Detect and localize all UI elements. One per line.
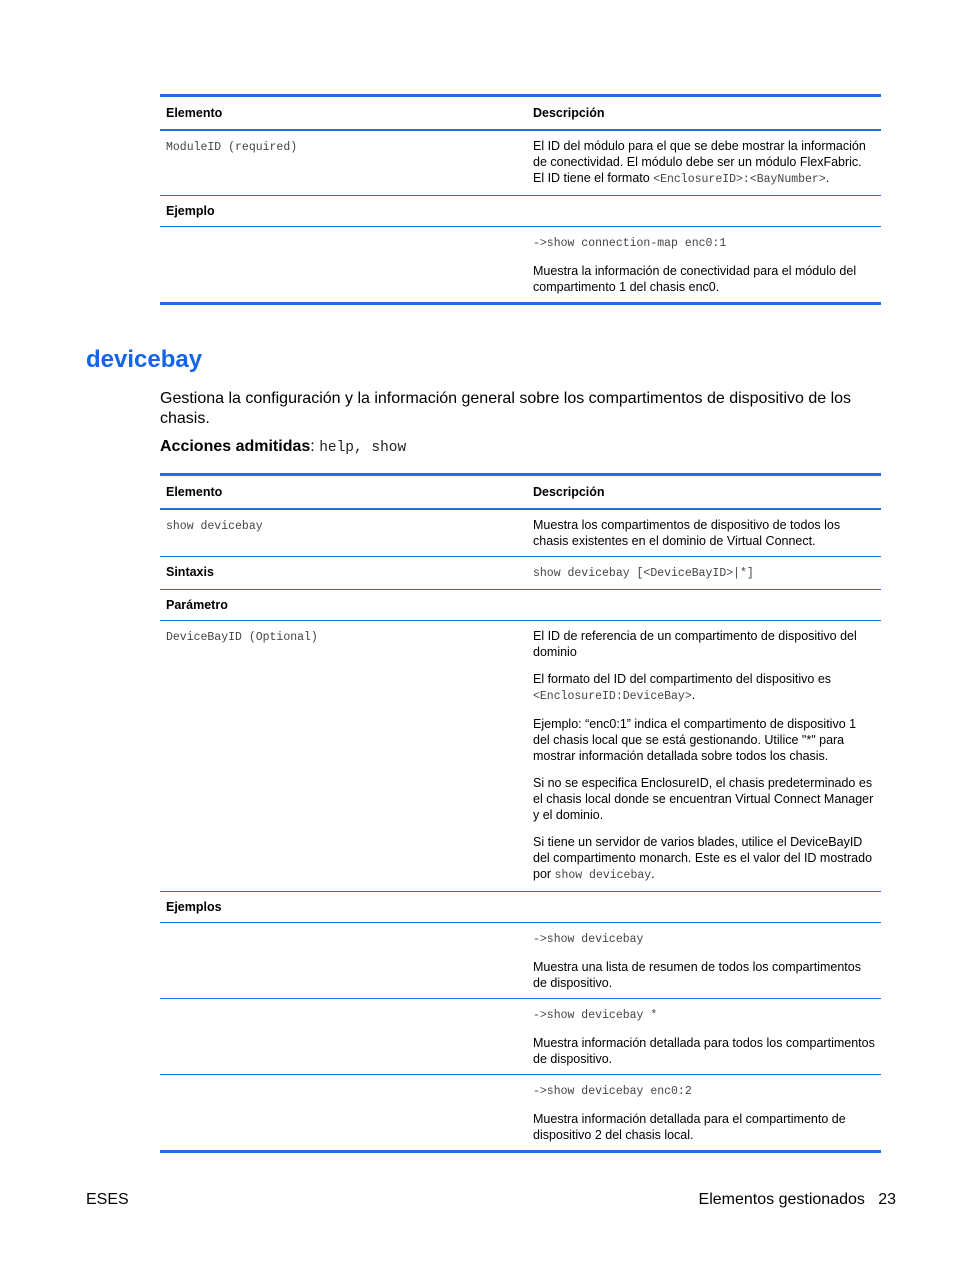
desc-end: . (825, 171, 830, 185)
example-code: ->show connection-map enc0:1 (533, 237, 727, 250)
param-format-text: El formato del ID del compartimento del dispositivo es (533, 672, 832, 686)
header-elemento: Elemento (160, 96, 521, 131)
example-label: Ejemplo (160, 196, 521, 227)
table-row (160, 509, 881, 557)
footer-right (699, 1191, 896, 1209)
actions-sep: : (310, 438, 315, 455)
footer-left: ESES (86, 1191, 129, 1208)
page-number: 23 (878, 1191, 896, 1208)
show-description: Muestra los compartimentos de dispositivo de todos los chasis existentes en el dominio de Virtual Connect. (521, 509, 881, 557)
table-row (160, 590, 881, 621)
devicebay-table (160, 473, 881, 1153)
example-code: ->show devicebay (533, 933, 644, 946)
table-header-row (160, 96, 881, 131)
header-elemento: Elemento (160, 475, 521, 510)
param-monarch-code: show devicebay (554, 869, 652, 882)
example-code: ->show devicebay enc0:2 (533, 1085, 692, 1098)
param-desc-3: Ejemplo: “enc0:1” indica el compartimento de dispositivo 1 del chasis local que se está gestionando. Utilice "*" para mostrar información detallada sobre todos los chasis. (533, 717, 857, 763)
desc-text: El ID del módulo para el que se debe mostrar la información de conectividad. El módulo debe ser un módulo FlexFabric. El ID tiene el formato (533, 139, 866, 185)
param-desc-1: El ID de referencia de un compartimento de dispositivo del dominio (533, 629, 857, 659)
header-descripcion: Descripción (521, 96, 881, 131)
syntax-label: Sintaxis (160, 557, 521, 590)
header-descripcion: Descripción (521, 475, 881, 510)
example-description: Muestra información detallada para todos los compartimentos de dispositivo. (533, 1036, 875, 1066)
parameter-label: Parámetro (160, 590, 521, 621)
example-description: Muestra información detallada para el compartimento de dispositivo 2 del chasis local. (533, 1112, 846, 1142)
table-row (160, 999, 881, 1075)
element-show-devicebay: show devicebay (166, 520, 263, 533)
actions-values: help, show (319, 440, 407, 456)
syntax-code: show devicebay [<DeviceBayID>|*] (533, 567, 754, 580)
table-row (160, 227, 881, 304)
param-format-end: . (691, 688, 696, 702)
element-devicebayid: DeviceBayID (Optional) (166, 631, 318, 644)
examples-label: Ejemplos (160, 892, 521, 923)
table-row (160, 196, 881, 227)
connection-map-table (160, 94, 881, 305)
param-desc-4: Si no se especifica EnclosureID, el chasis predeterminado es el chasis local donde se encuentran Virtual Connect Manager y el dominio. (533, 776, 874, 822)
table-row (160, 621, 881, 892)
desc-code: <EnclosureID>:<BayNumber> (653, 173, 826, 186)
param-desc-2 (533, 671, 875, 705)
param-format-code: <EnclosureID:DeviceBay> (533, 690, 692, 703)
footer-chapter: Elementos gestionados (698, 1191, 865, 1208)
table-row (160, 923, 881, 999)
actions-label: Acciones admitidas (160, 438, 311, 455)
example-description: Muestra la información de conectividad para el módulo del compartimento 1 del chasis enc0. (533, 264, 857, 294)
table-row (160, 892, 881, 923)
param-monarch-text: Si tiene un servidor de varios blades, utilice el DeviceBayID del compartimento monarch. Este es el valor del ID mostrado por (533, 835, 873, 881)
example-description: Muestra una lista de resumen de todos los compartimentos de dispositivo. (533, 960, 861, 990)
section-title: devicebay (86, 346, 203, 373)
param-monarch-end: . (651, 867, 655, 881)
param-desc-5 (533, 834, 875, 884)
element-moduleid: ModuleID (required) (166, 141, 298, 154)
table-row (160, 557, 881, 590)
supported-actions (160, 438, 406, 456)
table-row (160, 130, 881, 196)
section-intro: Gestiona la configuración y la información general sobre los compartimentos de dispositivo de los chasis. (160, 390, 852, 427)
table-row (160, 1075, 881, 1152)
example-code: ->show devicebay * (533, 1009, 658, 1022)
table-header-row (160, 475, 881, 510)
moduleid-description (521, 130, 881, 196)
